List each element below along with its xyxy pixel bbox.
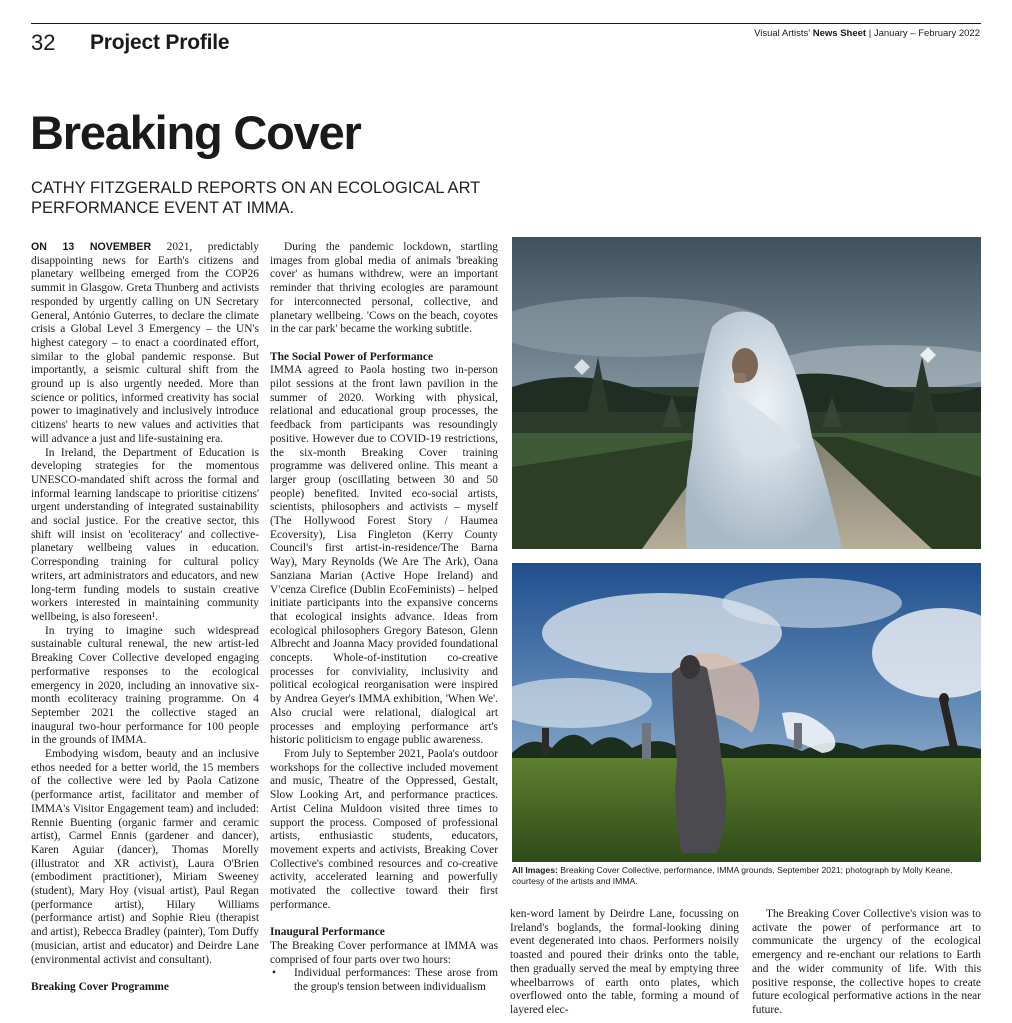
photo-garden-figure-image (512, 237, 981, 549)
header-rule (31, 23, 981, 24)
spacer (270, 912, 498, 926)
paragraph: ON 13 NOVEMBER 2021, predictably disappointing news for Earth's citizens and planetary wellbeing emerged from the COP26 summit in Glasgow. Greta Thunberg and activists responded by urgently calling on UN Secretary General, António Guterres, to declare the climate crisis a Global Level 3 Emergency – the UN's highest category – to enact a coordinated effort, similar to the global pandemic response. But importantly, a seismic cultural shift from the ground up is also urgently needed. More than science or politics, informed creativity has social power to imaginatively and inclusively introduce citizens' hearts to new values and activities that will advance a just and life-sustaining era. (31, 241, 259, 445)
paragraph: ken-word lament by Deirdre Lane, focussing on Ireland's boglands, the formal-looking dining event degenerated into chaos. Performers noisily toasted and poured their drinks onto the table, then gradually served the meal by emptying three wheelbarrows of earth onto plates, which overflowed onto the table, forming a mound of layered elec- (510, 908, 739, 1016)
paragraph: Embodying wisdom, beauty and an inclusive ethos needed for a better world, the 15 members of the collective were led by Paola Catizone (performance artist, facilitator and member of IMMA's Visitor Engagement team) and included: Rennie Buenting (organic farmer and ceramic artist), Carmel Ennis (gardener and dancer), Karen Aguiar (dancer), Thomas Morelly (illustrator and XR activist), Laura O'Brien (embodiment practitioner), Miriam Sweeney (student), Mary Hoy (visual artist), Paul Regan (performance artist), Hilary Williams (performance artist) and Sophie Rieu (therapist and artist), Rebecca Bradley (painter), Tom Duffy (musician, artist and educator) and Deirdre Lane (environmental activist and consultant). (31, 748, 259, 966)
list-item: • Individual performances: These arose from the group's tension between individualism (272, 967, 498, 993)
text-column-2 (270, 241, 498, 1021)
text-column-1 (31, 241, 259, 1021)
performance-photo-garden (512, 237, 981, 549)
lead-in: ON 13 NOVEMBER (31, 241, 152, 253)
caption-label: All Images: (512, 865, 558, 875)
photo-caption (512, 865, 981, 887)
paragraph: From July to September 2021, Paola's outdoor workshops for the collective included movement and music, Theatre of the Oppressed, Gestalt, Slow Looking Art, and performance practices. Artist Celina Muldoon visited three times to support the process. Composed of professional artists, enthusiastic students, educators, movement experts and activists, Breaking Cover Collective's combined resources and co-creative activity, accelerated learning and powerfully motivated the collective toward their first performance. (270, 748, 498, 911)
section-title: Project Profile (90, 31, 230, 54)
spacer (270, 337, 498, 351)
issue-date: | January – February 2022 (866, 28, 980, 39)
page-number: 32 (31, 30, 56, 55)
publication-masthead (754, 28, 980, 39)
paragraph: The Breaking Cover performance at IMMA was comprised of four parts over two hours: (270, 939, 498, 966)
performance-photo-field (512, 563, 981, 862)
photo-field-dancers-image (512, 563, 981, 862)
paragraph: In Ireland, the Department of Education is developing strategies for the momentous UNESCO-mandated shift across the formal and informal learning landscape to prioritise citizens' urgent understanding of integrated sustainability and social justice. For the creative sector, this shift will insist on 'ecoliteracy' and collective-planetary wellbeing values in education. Corresponding training for cultural policy writers, art administrators and educators, and new long-term funding models to sustain creative workers interested in maintaining community wellbeing, is also foreseen¹. (31, 446, 259, 623)
subheading: The Social Power of Performance (270, 350, 434, 363)
paragraph: During the pandemic lockdown, startling images from global media of animals 'breaking cover' as humans withdrew, were an important reminder that thriving ecologies are paramount for interconnected personal, collective, and planetary wellbeing. 'Cows on the beach, coyotes in the car park' became the working subtitle. (270, 241, 498, 336)
paragraph: IMMA agreed to Paola hosting two in-person pilot sessions at the front lawn pavilion in the summer of 2020. Working with physical, relational and educational group processes, the feedback from participants was resoundingly positive. However due to COVID-19 restrictions, the six-month Breaking Cover training programme was delivered online. This meant a larger group (oscillating between 30 and 50 people) benefited. Invited eco-social artists, scientists, philosophers and activists – myself (The Hollywood Forest Story / Haumea Ecoversity), Lisa Fingleton (Kerry County Council's first artist-in-residence/The Barna Way), Mary Reynolds (We Are The Ark), Oana Sanziana Marian (Active Hope Ireland) and V'cenza Cirefice (Dublin EcoFeminists) – helped initiate participants into the expansive concerns that ecological insights advance. Ideas from ecological philosophers Gregory Bateson, Glenn Albrecht and Joanna Macy provided foundational concepts. Whole-of-institution co-creative processes for conviviality, inclusivity and political ecological reorganisation were inspired by Andrea Geyer's IMMA exhibition, 'When We'. Also crucial were relational, dialogical art processes and employing performance art's historic politicism to engage public awareness. (270, 364, 498, 747)
bullet-list (270, 967, 498, 994)
subheading: Inaugural Performance (270, 926, 385, 939)
bullet-glyph: • (272, 967, 276, 980)
publication-prefix: Visual Artists' (754, 28, 813, 39)
text-column-4 (752, 908, 981, 1022)
text-column-3 (510, 908, 739, 1022)
article-title: Breaking Cover (30, 106, 361, 159)
subheading: Breaking Cover Programme (31, 980, 169, 993)
paragraph: The Breaking Cover Collective's vision was to activate the power of performance art to communicate the urgency of the ecological emergency and re-enchant our relations to Earth and the wider community of life. With this positive response, the collective hopes to create future ecological performative actions in the near future. (752, 908, 981, 1016)
caption-text: Breaking Cover Collective, performance, IMMA grounds, September 2021; photograph by Molly Keane, courtesy of the artists and IMMA. (512, 865, 953, 886)
publication-name: News Sheet (812, 28, 867, 39)
spacer (31, 967, 259, 981)
paragraph: In trying to imagine such widespread sustainable cultural renewal, the new artist-led Breaking Cover Collective developed engaging performative responses to the ecological emergency in 2020, including an innovative six-month ecoliteracy training programme. On 4 September 2021 the collective staged an inaugural two-hour performance for 100 people in the grounds of IMMA. (31, 624, 259, 747)
article-standfirst: CATHY FITZGERALD REPORTS ON AN ECOLOGICAL ART PERFORMANCE EVENT AT IMMA. (31, 179, 480, 217)
